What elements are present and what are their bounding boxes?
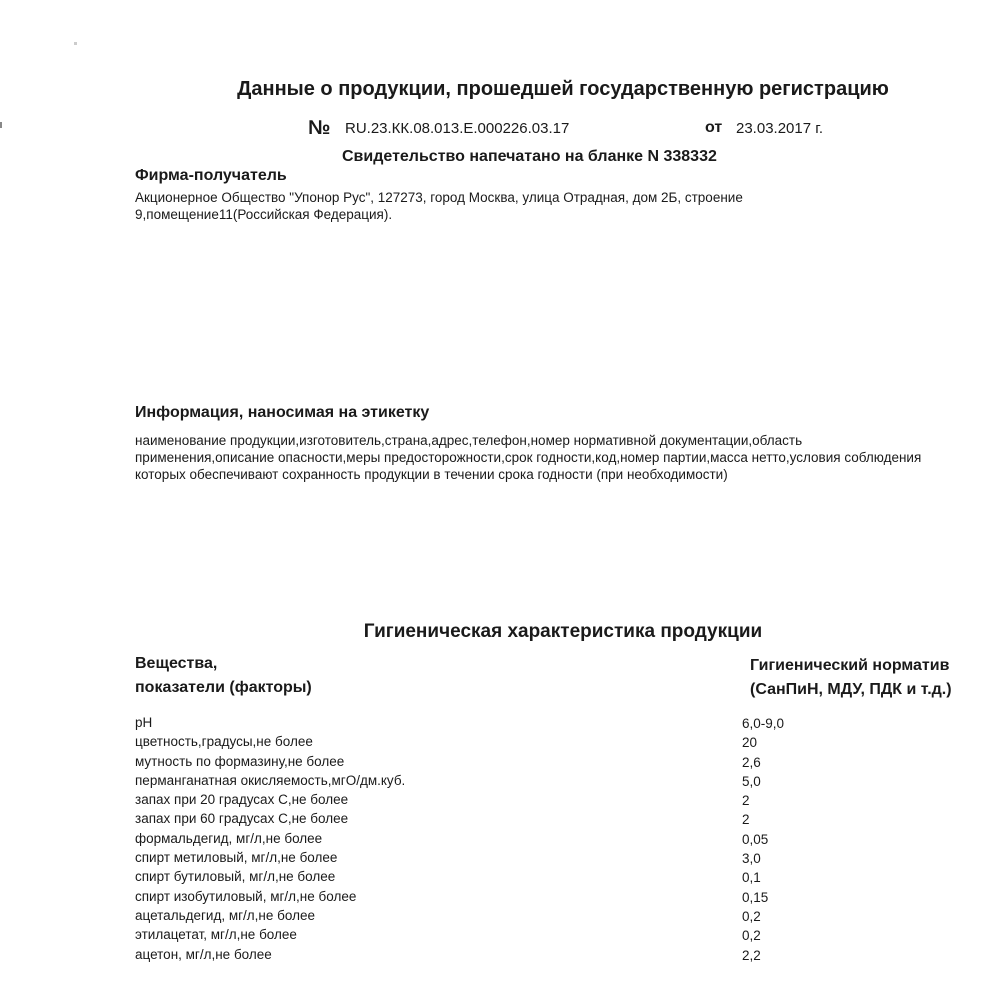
substance-name: запах при 20 градусах С,не более — [135, 792, 349, 808]
label-info-heading: Информация, наносимая на этикетку — [135, 404, 430, 421]
table-row — [135, 715, 835, 734]
substance-name: спирт метиловый, мг/л,не более — [135, 850, 338, 866]
certificate-blank-line: Свидетельство напечатано на бланке N 338332 — [342, 148, 717, 165]
registration-number-sign: № — [308, 117, 331, 139]
norm-header-line1: Гигиенический норматив — [750, 657, 950, 674]
norm-header-line2: (СанПиН, МДУ, ПДК и т.д.) — [750, 681, 952, 698]
hygiene-title: Гигиеническая характеристика продукции — [363, 621, 763, 642]
substance-name: этилацетат, мг/л,не более — [135, 927, 297, 943]
hygiene-table — [135, 715, 835, 966]
table-row — [135, 773, 835, 792]
norm-value: 6,0-9,0 — [742, 716, 785, 731]
table-row — [135, 889, 835, 908]
norm-value: 0,15 — [742, 889, 769, 905]
substances-header-line2: показатели (факторы) — [135, 679, 312, 696]
substance-name: перманганатная окисляемость,мгО/дм.куб. — [135, 772, 406, 788]
substance-name: ацетон, мг/л,не более — [135, 946, 272, 962]
table-row — [135, 927, 835, 946]
norm-value: 0,1 — [742, 870, 761, 886]
table-row — [135, 754, 835, 773]
norm-value: 2,6 — [742, 754, 761, 770]
label-info-text: наименование продукции,изготовитель,страна,адрес,телефон,номер нормативной документации,область применения,описание опасности,меры предосторожности,срок годности,код,номер партии,масса нетто,условия соблюдения которых обеспечивают сохранность продукции в течении срока годности (при необходимости) — [135, 433, 922, 482]
table-row — [135, 908, 835, 927]
norm-value: 0,2 — [742, 908, 761, 924]
norm-value: 2 — [742, 812, 750, 828]
table-row — [135, 947, 835, 966]
table-row — [135, 792, 835, 811]
norm-value: 3,0 — [742, 851, 761, 867]
substance-name: формальдегид, мг/л,не более — [135, 830, 323, 846]
substance-name: ацетальдегид, мг/л,не более — [135, 907, 315, 923]
substances-header-line1: Вещества, — [135, 655, 218, 672]
substances-column-header — [135, 652, 312, 700]
registration-date: 23.03.2017 г. — [736, 120, 824, 137]
registration-from-label: от — [705, 119, 723, 136]
recipient-heading: Фирма-получатель — [135, 167, 287, 184]
substance-name: цветность,градусы,не более — [135, 734, 313, 750]
recipient-text: Акционерное Общество "Упонор Рус", 127273, город Москва, улица Отрадная, дом 2Б, строение 9,помещение11(Российская Федерация). — [135, 190, 743, 222]
table-row — [135, 831, 835, 850]
scan-speck — [0, 122, 2, 128]
table-row — [135, 811, 835, 830]
registration-number: RU.23.КК.08.013.Е.000226.03.17 — [345, 120, 570, 137]
substance-name: запах при 60 градусах С,не более — [135, 811, 349, 827]
substance-name: спирт бутиловый, мг/л,не более — [135, 869, 336, 885]
table-row — [135, 850, 835, 869]
norm-value: 2,2 — [742, 947, 761, 963]
norm-value: 5,0 — [742, 773, 761, 789]
document-title: Данные о продукции, прошедшей государственную регистрацию — [237, 78, 889, 100]
norm-value: 0,05 — [742, 831, 769, 847]
substance-name: мутность по формазину,не более — [135, 753, 345, 769]
substance-name: pH — [135, 715, 153, 730]
substance-name: спирт изобутиловый, мг/л,не более — [135, 888, 357, 904]
norm-value: 0,2 — [742, 928, 761, 944]
norm-column-header — [750, 654, 952, 702]
norm-value: 20 — [742, 735, 758, 751]
table-row — [135, 869, 835, 888]
norm-value: 2 — [742, 793, 750, 809]
scan-speck — [74, 42, 77, 45]
table-row — [135, 734, 835, 753]
